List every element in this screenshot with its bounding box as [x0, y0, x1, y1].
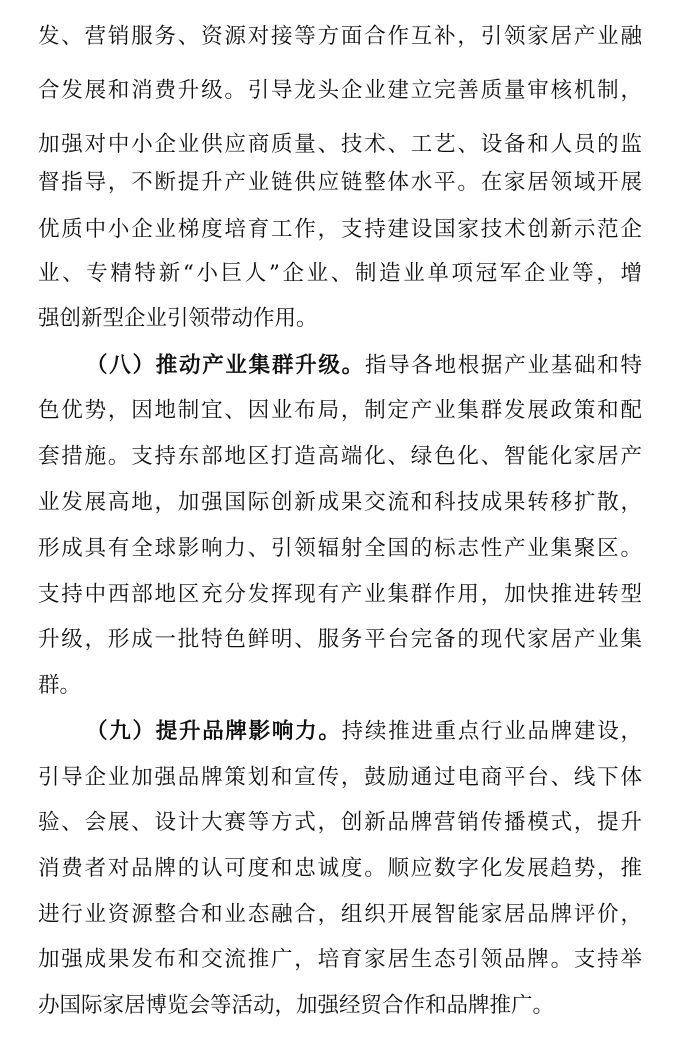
section-9-heading: （九）提升品牌影响力。: [86, 719, 342, 744]
text-line: 加强成果发布和交流推广，培育家居生态引领品牌。支持举: [38, 947, 642, 972]
text-line: 优质中小企业梯度培育工作，支持建设国家技术创新示范企: [38, 217, 642, 242]
text-line: 进行业资源整合和业态融合，组织开展智能家居品牌评价，: [38, 902, 642, 927]
text-line: 发、营销服务、资源对接等方面合作互补，引领家居产业融: [38, 24, 642, 49]
text-line: 办国际家居博览会等活动，加强经贸合作和品牌推广。: [38, 993, 555, 1018]
section-9-first-line-text: 持续推进重点行业品牌建设，: [341, 719, 642, 744]
section-8-heading: （八）推动产业集群升级。: [86, 353, 365, 378]
text-line: 色优势，因地制宜、因业布局，制定产业集群发展政策和配: [38, 398, 642, 423]
section-8-first-line-text: 指导各地根据产业基础和特: [364, 353, 642, 378]
text-line: 消费者对品牌的认可度和忠诚度。顺应数字化发展趋势，推: [38, 856, 642, 881]
text-line: 督指导，不断提升产业链供应链整体水平。在家居领域开展: [38, 170, 642, 195]
text-line: 套措施。支持东部地区打造高端化、绿色化、智能化家居产: [38, 444, 642, 469]
section-8-first-line: [86, 349, 642, 383]
text-line: 加强对中小企业供应商质量、技术、工艺、设备和人员的监: [38, 132, 642, 157]
text-line: 业发展高地，加强国际创新成果交流和科技成果转移扩散，: [38, 490, 642, 515]
text-line: 升级，形成一批特色鲜明、服务平台完备的现代家居产业集: [38, 627, 642, 652]
text-line: 强创新型企业引领带动作用。: [38, 306, 318, 331]
section-9-first-line: [86, 715, 642, 749]
text-line: 合发展和消费升级。引导龙头企业建立完善质量审核机制，: [38, 78, 642, 103]
text-line: 业、专精特新“小巨人”企业、制造业单项冠军企业等，增: [38, 261, 642, 286]
text-line: 引导企业加强品牌策划和宣传，鼓励通过电商平台、线下体: [38, 765, 642, 790]
text-line: 形成具有全球影响力、引领辐射全国的标志性产业集聚区。: [38, 536, 642, 561]
text-line: 支持中西部地区充分发挥现有产业集群作用，加快推进转型: [38, 582, 642, 607]
text-line: 群。: [38, 673, 82, 698]
text-line: 验、会展、设计大赛等方式，创新品牌营销传播模式，提升: [38, 810, 642, 835]
